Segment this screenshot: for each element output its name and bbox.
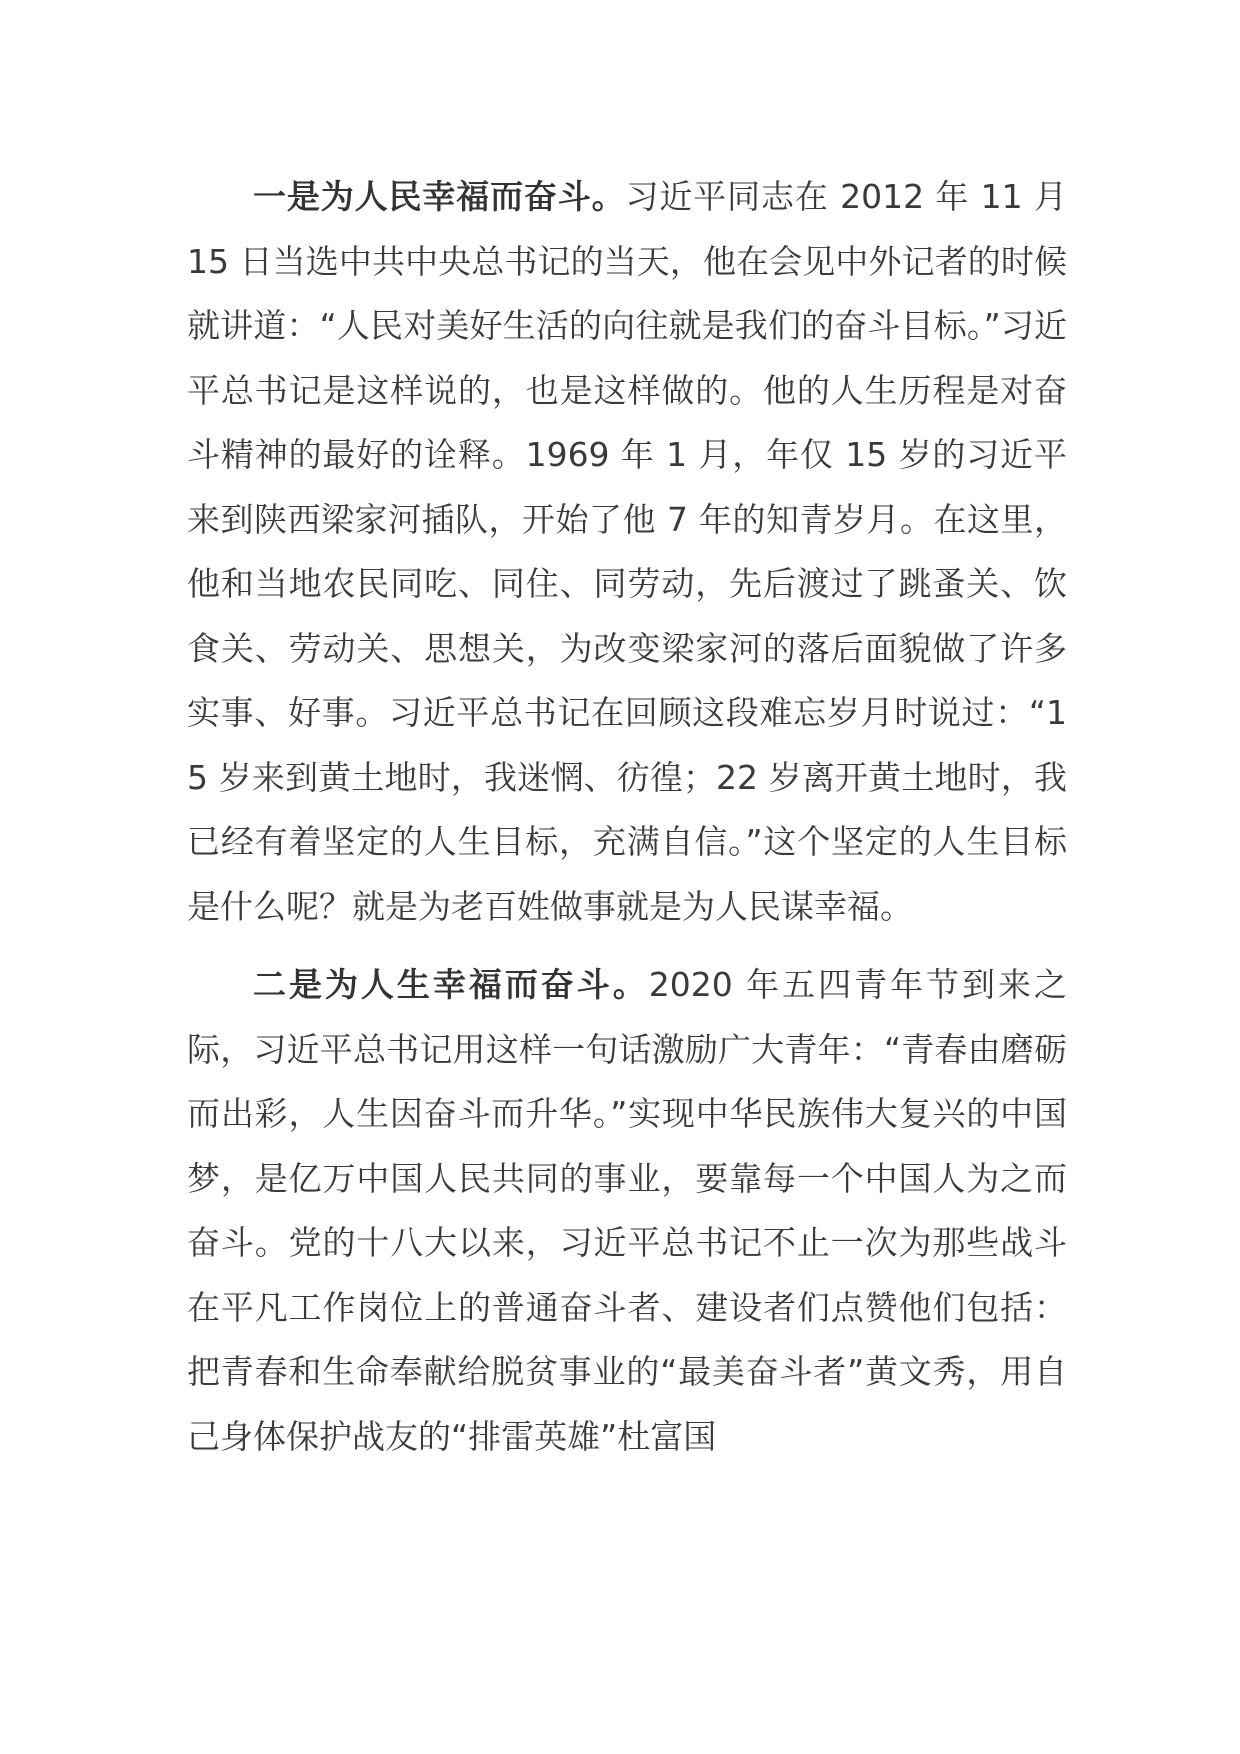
paragraph-lead-heading: 二是为人生幸福而奋斗。 xyxy=(253,965,649,1004)
document-body xyxy=(187,165,1067,1469)
paragraph-text: 2020 年五四青年节到来之际，习近平总书记用这样一句话激励广大青年：“青春由磨砺而出彩，人生因奋斗而升华。”实现中华民族伟大复兴的中国梦，是亿万中国人民共同的事业，要靠每一个中国人为之而奋斗。党的十八大以来，习近平总书记不止一次为那些战斗在平凡工作岗位上的普通奋斗者、建设者们点赞他们包括：把青春和生命奉献给脱贫事业的“最美奋斗者”黄文秀，用自己身体保护战友的“排雷英雄”杜富国 xyxy=(187,965,1067,1456)
paragraph-life-happiness xyxy=(187,953,1067,1469)
paragraph-people-happiness xyxy=(187,165,1067,939)
paragraph-lead-heading: 一是为人民幸福而奋斗。 xyxy=(253,177,626,216)
paragraph-text: 习近平同志在 2012 年 11 月 15 日当选中共中央总书记的当天，他在会见中外记者的时候就讲道：“人民对美好生活的向往就是我们的奋斗目标。”习近平总书记是这样说的，也是这样做的。他的人生历程是对奋斗精神的最好的诠释。1969 年 1 月，年仅 15 岁的习近平来到陕西梁家河插队，开始了他 7 年的知青岁月。在这里，他和当地农民同吃、同住、同劳动，先后渡过了跳蚤关、饮食关、劳动关、思想关，为改变梁家河的落后面貌做了许多实事、好事。习近平总书记在回顾这段难忘岁月时说过：“15 岁来到黄土地时，我迷惘、彷徨；22 岁离开黄土地时，我已经有着坚定的人生目标，充满自信。”这个坚定的人生目标是什么呢？就是为老百姓做事就是为人民谋幸福。 xyxy=(187,177,1067,926)
